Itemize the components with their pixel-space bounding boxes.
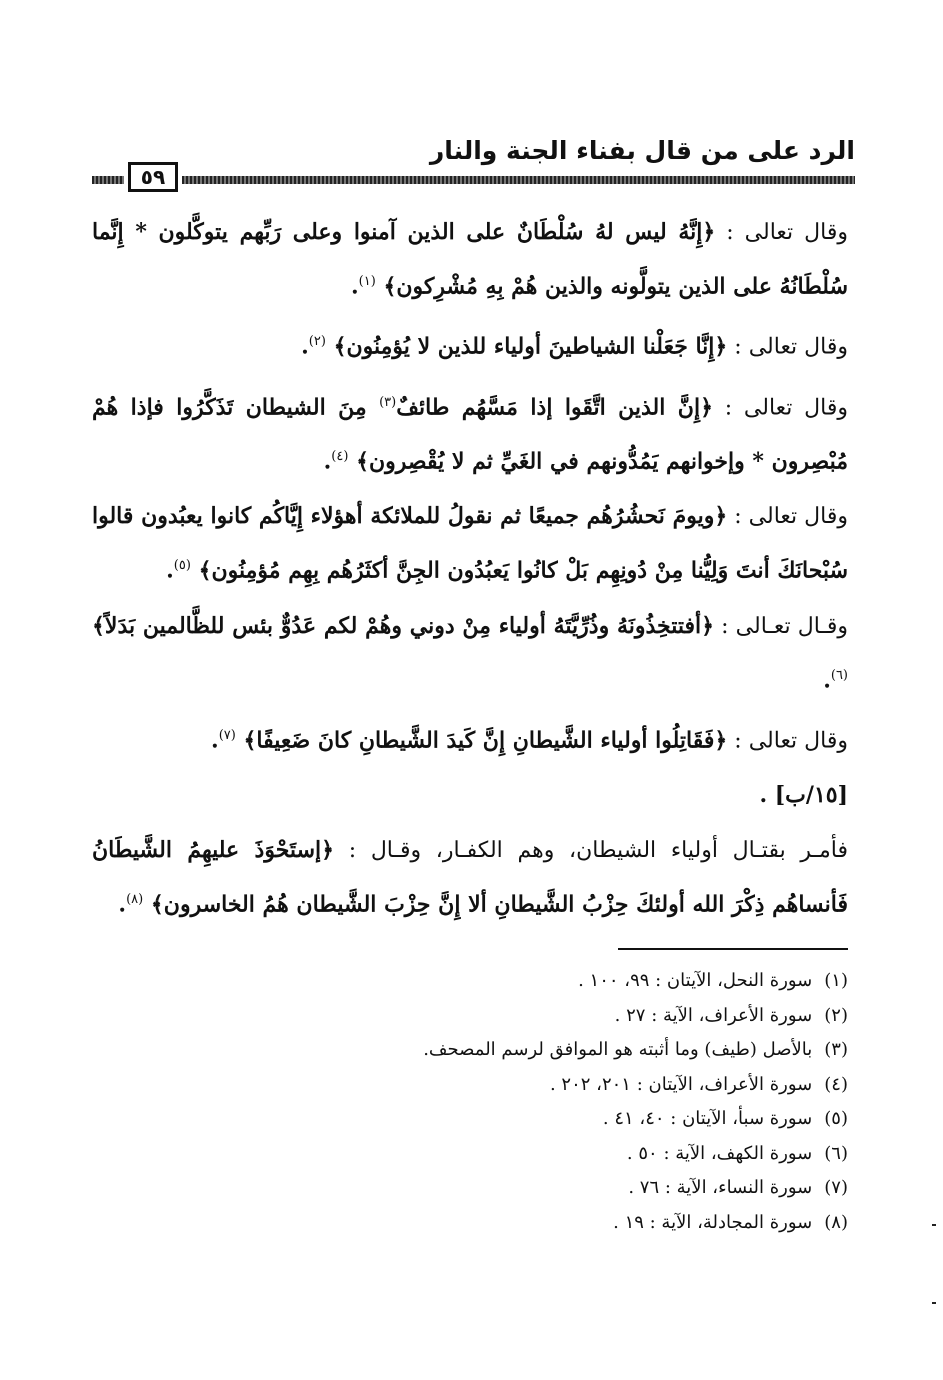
footnote-ref: (٣) xyxy=(379,394,397,410)
footnote xyxy=(92,1137,848,1172)
paragraph xyxy=(92,378,848,487)
paragraph-end: . xyxy=(118,891,127,918)
running-header-title: الرد على من قال بفناء الجنة والنار xyxy=(429,136,855,165)
quran-quote: ﴿إِنَّا جَعَلْنا الشياطينَ أولياء للذين لا يُؤمِنُون﴾ xyxy=(333,333,728,360)
footnote-number: (٥) xyxy=(824,1108,848,1129)
footnote-text: سورة النحل، الآيتان : ٩٩، ١٠٠ . xyxy=(578,970,813,991)
paragraph-lead: وقال تعالى : xyxy=(712,394,848,420)
header-rule xyxy=(182,176,855,184)
footnote-ref: (٢) xyxy=(308,334,326,350)
quran-quote: ﴿فَقَاتِلُوا أولياء الشَّيطانِ إِنَّ كَيدَ الشَّيطانِ كانَ ضَعِيفًا﴾ xyxy=(243,727,728,754)
footnote-ref: (٨) xyxy=(126,892,144,908)
folio-marker xyxy=(92,771,848,820)
footnote-text: سورة سبأ، الآيتان : ٤٠، ٤١ . xyxy=(602,1108,813,1129)
footnote-text: سورة الأعراف، الآيتان : ٢٠١، ٢٠٢ . xyxy=(549,1073,813,1095)
paragraph-end: . xyxy=(323,448,332,475)
quran-quote: ﴿أفتتخِذُونَهُ وذُرِّيَّتَهُ أولياء مِنْ دوني وهُمْ لكم عَدُوٌّ بئس للظَّالمين بَدَلاً﴾ xyxy=(92,612,715,639)
paragraph xyxy=(92,711,848,765)
paragraph-lead: وقـال تعـالى : xyxy=(714,613,848,639)
page-number: ٥٩ xyxy=(128,162,178,192)
footnote-ref: (١) xyxy=(358,274,376,289)
footnote-number: (١) xyxy=(824,970,848,991)
footnote-ref: (٥) xyxy=(173,558,191,574)
header-rule-left xyxy=(92,176,124,184)
quran-quote: ﴿إستَحْوَذَ عليهِمُ الشَّيطَانُ فَأنساهُم ذِكْرَ الله أولئكَ حِزْبُ الشَّيطانِ ألا إِنَّ حِزْبَ الشَّيطان هُمُ الخاسرون﴾ xyxy=(92,837,848,918)
footnote-number: (٦) xyxy=(824,1142,848,1164)
footnote-number: (٧) xyxy=(824,1177,848,1198)
quran-quote: ﴿إِنَّ الذين اتَّقَوا إذا مَسَّهُم طائفٌ xyxy=(396,393,713,420)
footnote-ref: (٤) xyxy=(331,448,349,464)
paragraph xyxy=(92,602,848,705)
quran-quote: ﴿إِنَّهُ ليس لهُ سُلْطَانٌ على الذين آمنوا وعلى رَبِّهم يتوكَّلون * إِنَّما سُلْطَانُهُ على الذين يتولَّونه والذين هُمْ بِهِ مُشْرِكون﴾ xyxy=(92,219,848,300)
paragraph-lead: وقال تعالى : xyxy=(727,504,849,530)
paragraph-end: . xyxy=(350,273,359,300)
footnote xyxy=(92,1206,848,1241)
footnote-text: بالأصل (طيف) وما أثبته هو الموافق لرسم المصحف. xyxy=(423,1039,813,1060)
footnote-rule xyxy=(618,948,848,950)
paragraph-end: . xyxy=(211,727,219,754)
paragraph-lead: فأمـر بقتـال أولياء الشيطان، وهم الكفـار، وقـال : xyxy=(334,838,848,864)
footnote xyxy=(92,964,848,999)
footnote xyxy=(92,1171,848,1206)
footnote-text: سورة الأعراف، الآية : ٢٧ . xyxy=(614,1004,813,1026)
footnote-text: سورة الكهف، الآية : ٥٠ . xyxy=(626,1142,813,1164)
scan-edge-mark xyxy=(932,1302,936,1304)
footnote-number: (٤) xyxy=(824,1073,848,1095)
footnote xyxy=(92,1033,848,1068)
paragraph xyxy=(92,208,848,311)
footnote-ref: (٦) xyxy=(830,667,848,683)
paragraph-end: . xyxy=(166,557,174,584)
scan-edge-mark xyxy=(932,1224,936,1226)
paragraph xyxy=(92,826,848,929)
running-header xyxy=(92,128,855,188)
footnote-text: سورة المجادلة، الآية : ١٩ . xyxy=(613,1211,813,1233)
paragraph-lead: وقال تعالى : xyxy=(715,220,848,245)
paragraph-end: . xyxy=(823,666,831,693)
folio-marker-text: [١٥/ب] . xyxy=(759,782,848,809)
paragraph-lead: وقال تعالى : xyxy=(727,728,848,754)
paragraph xyxy=(92,317,848,371)
footnote xyxy=(92,999,848,1034)
footnote-number: (٨) xyxy=(824,1211,848,1233)
footnote-number: (٢) xyxy=(824,1004,848,1026)
quran-quote: ﴿ويومَ نَحشُرُهُم جميعًا ثم نقولُ للملائكة أهؤلاء إِيَّاكُم كانوا يعبُدون قالوا سُبْحانَكَ أنتَ وَلِيُّنا مِنْ دُونِهِم بَلْ كانُوا يَعبُدُون الجِنَّ أكثَرُهُم بِهِم مُؤمِنُون﴾ xyxy=(92,503,848,584)
footnote-number: (٣) xyxy=(824,1039,848,1060)
footnote xyxy=(92,1102,848,1137)
paragraph-end: . xyxy=(301,333,309,360)
quran-quote-continued: مِنَ الشيطان تَذَكَّرُوا فإذا هُمْ مُبْصِرون * وإخوانهم يَمُدُّونهم في الغَيِّ ثم لا يُقْصِرون﴾ xyxy=(92,393,848,475)
paragraph-lead: وقال تعالى : xyxy=(727,334,848,360)
footnotes xyxy=(92,964,848,1240)
main-text xyxy=(92,208,848,936)
paragraph xyxy=(92,492,848,595)
footnote xyxy=(92,1068,848,1103)
footnote-text: سورة النساء، الآية : ٧٦ . xyxy=(628,1177,813,1198)
footnote-ref: (٧) xyxy=(218,727,236,743)
